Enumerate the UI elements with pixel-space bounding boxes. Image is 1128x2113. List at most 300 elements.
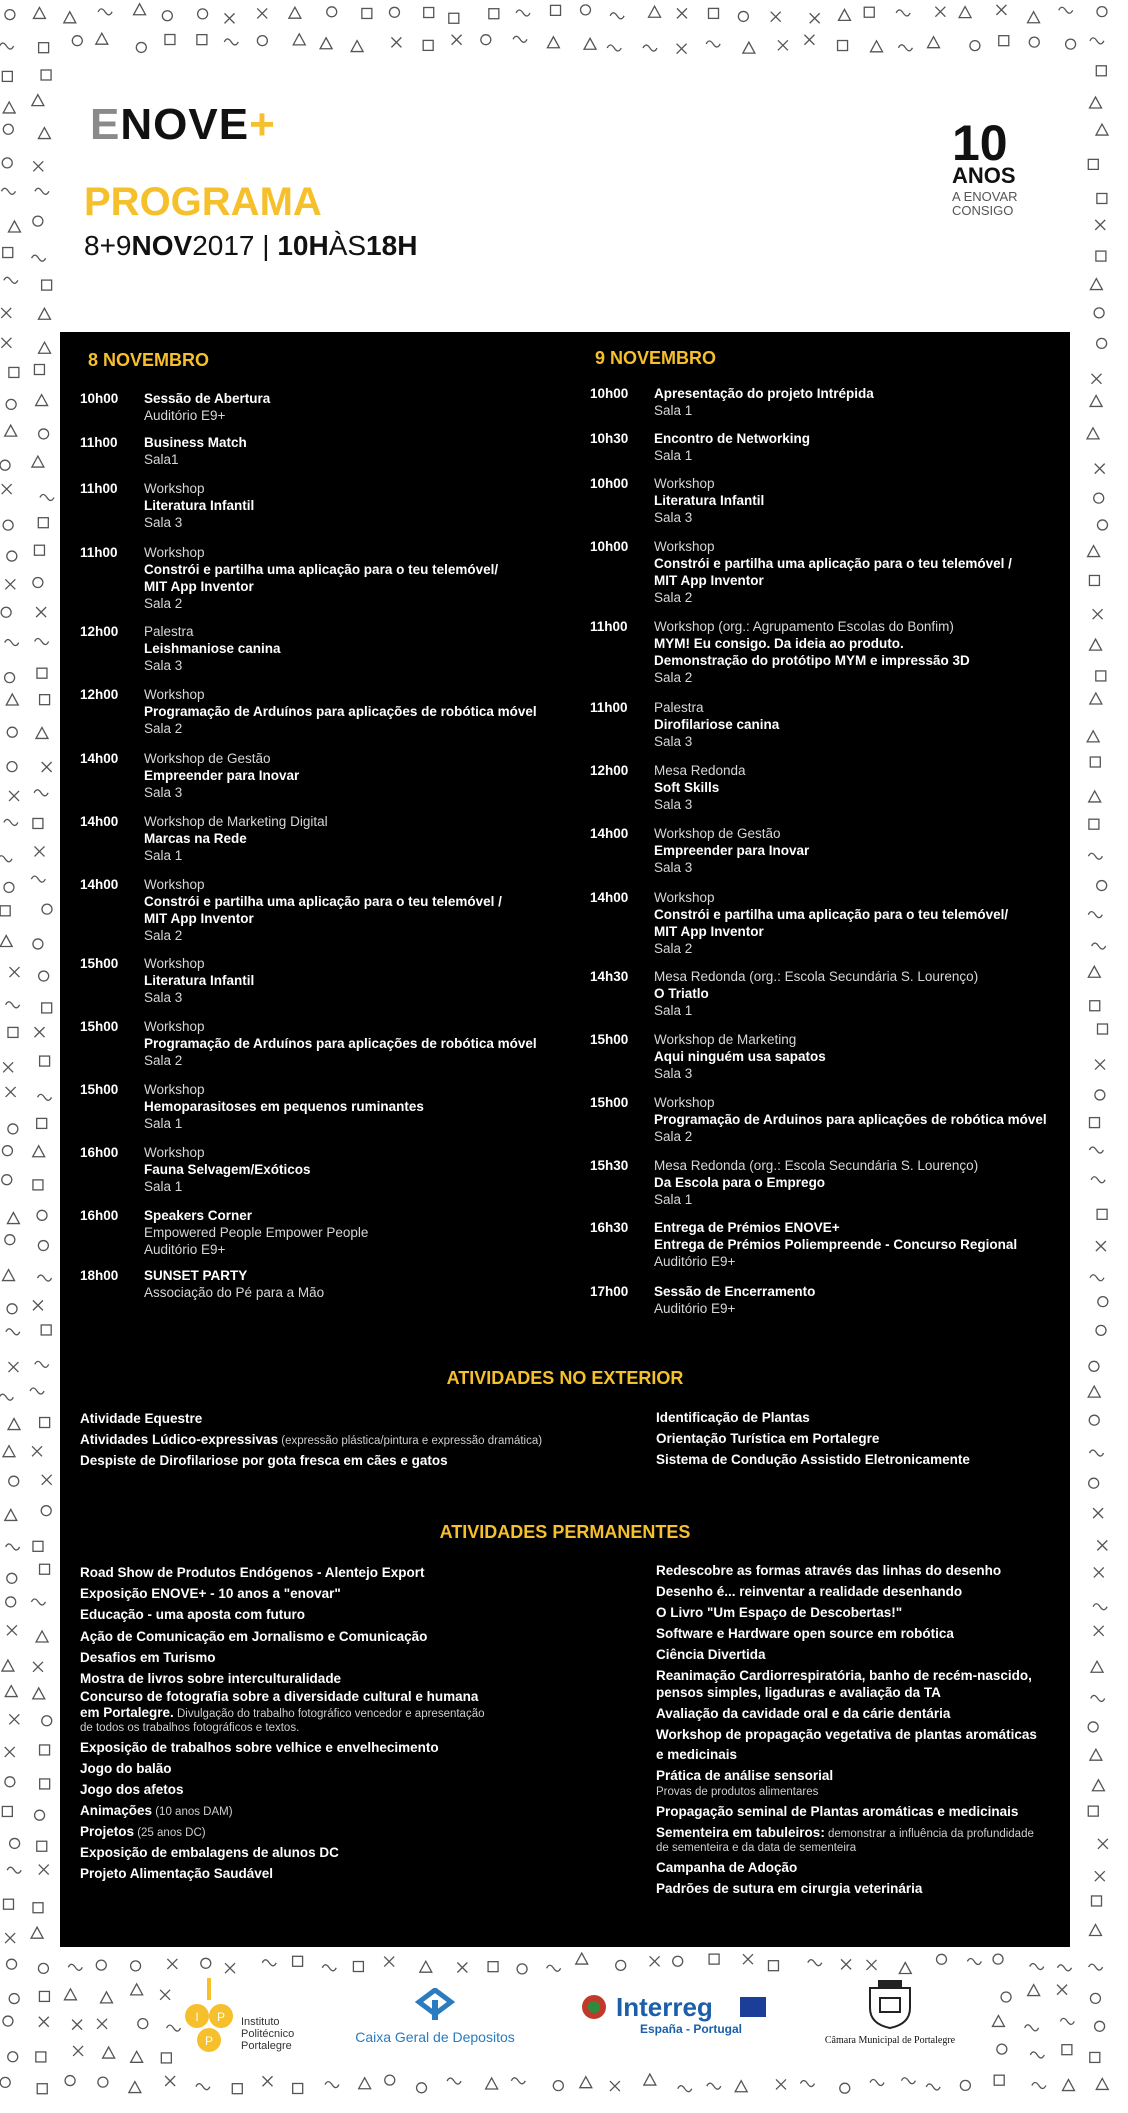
event-type: Workshop [144,545,205,560]
pattern-shape [36,607,46,617]
activity-item [656,1746,1126,1763]
event-room: Sala1 [144,452,179,467]
pattern-shape [0,2077,10,2087]
svg-text:Interreg: Interreg [616,1993,713,2022]
pattern-shape [33,1180,43,1190]
event-time: 14h00 [80,751,119,766]
pattern-shape [36,2052,46,2062]
event-body [144,813,594,864]
event-time: 14h30 [590,969,629,984]
pattern-shape [38,308,50,319]
pattern-shape [1028,1985,1040,1996]
pattern-shape [551,5,561,15]
pattern-shape [738,11,748,21]
event-time: 14h00 [80,814,119,829]
pattern-shape [31,1599,45,1605]
pattern-shape [1030,2052,1044,2058]
event-type: Workshop de Gestão [144,751,271,766]
event-type: Mesa Redonda (org.: Escola Secundária S. Lourenço) [654,1158,979,1173]
event-title: Entrega de Prémios ENOVE+ [654,1220,840,1235]
activity-item [80,1431,550,1450]
event-room: Sala 2 [654,590,693,605]
activity-item [656,1880,1126,1897]
event-title: Literatura Infantil [144,973,255,988]
event-title: Empreender para Inovar [144,768,300,783]
pattern-shape [100,1992,112,2003]
pattern-shape [1092,1896,1102,1906]
pattern-shape [8,1419,20,1430]
pattern-shape [165,2076,175,2086]
activity-note: Provas de produtos alimentares [656,1786,819,1798]
activity-text: Ação de Comunicação em Jornalismo e Comunicação [80,1629,428,1644]
pattern-shape [959,7,971,18]
activity-note: (10 anos DAM) [152,1806,233,1818]
svg-text:P: P [216,2010,226,2024]
pattern-shape [1089,1147,1103,1153]
pattern-shape [33,1903,43,1913]
program-panel [60,332,1070,1947]
event-type: Palestra [654,700,704,715]
pattern-shape [870,2080,884,2086]
event-room: Sala 3 [144,990,183,1005]
event-title: SUNSET PARTY [144,1268,248,1283]
event-room: Sala 1 [144,1179,183,1194]
event-body [654,699,1104,750]
pattern-shape [33,939,43,949]
pattern-shape [3,1270,15,1281]
pattern-shape [38,1241,48,1251]
pattern-shape [999,36,1009,46]
event-type: Workshop de Marketing [654,1032,797,1047]
pattern-shape [64,12,76,23]
pattern-shape [40,1745,50,1755]
event-room-line2: Auditório E9+ [144,1242,226,1257]
pattern-shape [1089,1924,1101,1935]
event-body [654,385,1104,419]
pattern-shape [1030,1964,1044,1970]
cgd-logo: Caixa Geral de Depositos [345,1978,525,2058]
event-room: Sala 1 [144,848,183,863]
pattern-shape [40,494,54,500]
pattern-shape [5,425,17,436]
pattern-shape [1089,1964,1103,1970]
pattern-shape [2,71,12,81]
event-time: 14h00 [590,826,629,841]
pattern-shape [1062,2045,1072,2055]
page-title: PROGRAMA [84,180,322,224]
pattern-shape [32,95,44,106]
pattern-shape [1090,2052,1100,2062]
pattern-shape [322,1965,336,1971]
activity-note: demonstrar a influência da profundidade [824,1828,1034,1840]
pattern-shape [41,1506,51,1516]
pattern-shape [1090,38,1104,44]
pattern-shape [34,545,44,555]
pattern-shape [420,1961,432,1972]
pattern-shape [37,1118,47,1128]
pattern-shape [5,640,19,646]
pattern-shape [232,2084,242,2094]
pattern-shape [417,2083,427,2093]
pattern-shape [162,11,172,21]
pattern-shape [4,277,18,283]
activity-item [80,1865,550,1882]
pattern-shape [36,1631,48,1642]
pattern-shape [225,13,235,23]
pattern-shape [362,8,372,18]
activity-item [80,1564,550,1581]
event-room: Sala 2 [654,670,693,685]
pattern-shape [926,2084,940,2090]
pattern-shape [1096,251,1106,261]
pattern-shape [706,41,720,47]
pattern-shape [935,7,945,17]
pattern-shape [34,790,48,796]
pattern-shape [201,1958,211,1968]
pattern-shape [649,6,661,17]
pattern-shape [6,1087,16,1097]
activity-item [656,1838,1126,1857]
pattern-shape [136,42,146,52]
activity-text: Projeto Alimentação Saudável [80,1866,274,1881]
event-room: Sala 3 [654,1066,693,1081]
pattern-shape [899,1963,911,1974]
pattern-shape [1090,97,1102,108]
pattern-shape [996,5,1006,15]
pattern-shape [457,1963,467,1973]
event-time: 11h00 [590,700,628,715]
pattern-shape [610,2081,620,2091]
event-time: 15h00 [80,1082,119,1097]
pattern-shape [576,1953,588,1964]
pattern-shape [3,2016,13,2026]
activity-text: Exposição de embalagens de alunos DC [80,1845,339,1860]
pattern-shape [325,2082,339,2088]
activity-text: Road Show de Produtos Endógenos - Alentejo Export [80,1565,425,1580]
pattern-shape [6,1544,20,1550]
pattern-shape [804,35,814,45]
pattern-shape [1029,37,1039,47]
pattern-shape [7,1573,17,1583]
pattern-shape [960,2080,970,2090]
event-title: Aqui ninguém usa sapatos [654,1049,826,1064]
activity-text: Animações [80,1803,153,1818]
pattern-shape [33,1300,43,1310]
ipp-mark-icon [185,1978,245,2058]
pattern-shape [224,39,238,45]
pattern-shape [2,1175,12,1185]
pattern-shape [391,37,401,47]
activity-text: Jogo dos afetos [80,1782,184,1797]
activity-item [656,1604,1126,1621]
pattern-shape [1097,193,1107,203]
activity-text: Padrões de sutura em cirurgia veterinária [656,1881,923,1896]
pattern-shape [131,1984,143,1995]
pattern-shape [743,1954,753,1964]
pattern-shape [547,37,559,48]
event-body [144,1081,594,1132]
pattern-shape [511,2078,525,2084]
event-room: Sala 2 [144,596,183,611]
pattern-shape [424,8,434,18]
event-type: Workshop (org.: Agrupamento Escolas do Bonfim) [654,619,954,634]
activity-note: de sementeira e da data de sementeira [656,1842,857,1854]
pattern-shape [3,1062,13,1072]
pattern-shape [1028,12,1040,23]
pattern-shape [1032,2083,1046,2089]
pattern-shape [928,37,940,48]
event-type: Workshop [654,1095,715,1110]
pattern-shape [293,34,305,45]
event-time: 14h00 [590,890,629,905]
event-time: 12h00 [590,763,629,778]
pattern-shape [40,1779,50,1789]
event-body [654,1157,1104,1208]
activity-text: pensos simples, ligaduras e avaliação da TA [656,1685,941,1700]
event-title: MYM! Eu consigo. Da ideia ao produto. [654,636,904,651]
event-time: 18h00 [80,1268,119,1283]
pattern-shape [1096,1325,1106,1335]
event-body [144,480,594,531]
event-room: Sala 1 [654,1192,693,1207]
event-title: Sessão de Abertura [144,391,271,406]
activity-item [656,1430,1126,1447]
event-title: Soft Skills [654,780,720,795]
pattern-shape [447,2078,461,2084]
pattern-shape [1090,1275,1104,1281]
activity-text: Propagação seminal de Plantas aromáticas e medicinais [656,1804,1019,1819]
activity-item [80,1606,550,1623]
event-type: Workshop [144,1082,205,1097]
pattern-shape [293,2083,303,2093]
activity-text: Concurso de fotografia sobre a diversidade cultural e humana [80,1689,479,1704]
pattern-shape [320,38,332,49]
pattern-shape [42,1003,52,1013]
activity-item [80,1739,550,1756]
activity-note: Divulgação do trabalho fotográfico vencedor e apresentação [173,1708,485,1720]
pattern-shape [39,342,51,353]
pattern-shape [41,70,51,80]
event-room: Empowered People Empower People [144,1225,369,1240]
pattern-shape [39,971,49,981]
activity-text: Exposição ENOVE+ - 10 anos a "enovar" [80,1586,341,1601]
event-room: Sala 3 [654,734,693,749]
pattern-shape [1095,2021,1105,2031]
pattern-shape [1001,1992,1011,2002]
activity-text: O Livro "Um Espaço de Descobertas!" [656,1605,903,1620]
pattern-shape [1088,159,1098,169]
pattern-shape [5,1686,17,1697]
activity-text: Sementeira em tabuleiros: [656,1825,825,1840]
pattern-shape [1097,1209,1107,1219]
event-body [654,762,1104,813]
event-time: 15h00 [590,1032,629,1047]
pattern-shape [42,1716,52,1726]
activity-text: Identificação de Plantas [656,1410,810,1425]
day-2-title: 9 NOVEMBRO [595,348,717,368]
pattern-shape [65,2076,75,2086]
activity-text: Campanha de Adoção [656,1860,798,1875]
activity-item [80,1688,550,1705]
activity-note: (25 anos DC) [134,1827,206,1839]
pattern-shape [2,1660,14,1671]
pattern-shape [838,9,850,20]
pattern-shape [34,365,44,375]
pattern-shape [808,1960,822,1966]
activity-text: Jogo do balão [80,1761,172,1776]
pattern-shape [37,1210,47,1220]
activity-note: de todos os trabalhos fotográficos e textos. [80,1722,300,1734]
pattern-shape [42,762,52,772]
event-dates: 8+9NOV2017 | 10HÀS18H [84,230,418,261]
pattern-shape [197,35,207,45]
activity-item [656,1803,1126,1820]
pattern-shape [384,1957,394,1967]
event-body [144,1144,594,1195]
pattern-shape [38,1275,52,1281]
event-time: 11h00 [80,481,118,496]
pattern-shape [516,10,530,16]
ten-years-badge: 10 ANOS A ENOVAR CONSIGO [952,115,1018,218]
event-time: 11h00 [80,435,118,450]
activity-text: Desenho é... reinventar a realidade desenhando [656,1584,963,1599]
pattern-shape [33,1146,45,1157]
event-body [144,1207,594,1258]
pattern-shape [167,2025,181,2031]
activity-item [80,1802,550,1821]
event-title: Marcas na Rede [144,831,247,846]
pattern-shape [650,1956,660,1966]
pattern-shape [677,8,687,18]
pattern-shape [513,36,527,42]
pattern-shape [8,1027,18,1037]
activity-text: Atividades Lúdico-expressivas [80,1432,279,1447]
pattern-shape [359,2078,371,2089]
activity-item [80,1649,550,1666]
pattern-shape [517,1964,527,1974]
activity-text: Reanimação Cardiorrespiratória, banho de recém-nascido, [656,1668,1032,1683]
pattern-shape [864,7,874,17]
event-type: Workshop [654,476,715,491]
ipp-logo: I P P Instituto Politécnico Portalegre [185,1978,335,2058]
pattern-shape [257,36,267,46]
pattern-shape [33,1541,43,1551]
event-type: Workshop [654,539,715,554]
pattern-shape [1088,1386,1100,1397]
activity-text: Projetos [80,1824,135,1839]
pattern-shape [1057,1985,1067,1995]
pattern-shape [1025,2025,1039,2031]
pattern-shape [293,1956,303,1966]
pattern-shape [131,1961,141,1971]
pattern-shape [32,1446,42,1456]
pattern-shape [5,673,15,683]
pattern-shape [644,2074,656,2085]
event-type: Palestra [144,624,194,639]
event-title: Constrói e partilha uma aplicação para o teu telemóvel / [654,556,1012,571]
event-title: Business Match [144,435,247,450]
event-body [654,968,1104,1019]
event-body [144,434,594,468]
activity-text: Software e Hardware open source em robótica [656,1626,954,1641]
pattern-shape [39,1865,49,1875]
pattern-shape [5,1235,15,1245]
event-room: Sala 2 [654,1129,693,1144]
pattern-shape [138,2019,148,2029]
pattern-shape [993,1954,1003,1964]
pattern-shape [610,13,624,19]
event-type: Workshop [144,1145,205,1160]
event-room: Auditório E9+ [654,1254,736,1269]
pattern-shape [607,45,621,51]
pattern-shape [6,399,16,409]
activity-item [80,1452,550,1469]
pattern-shape [33,818,43,828]
event-room: Associação do Pé para a Mão [144,1285,325,1300]
pattern-shape [39,1991,49,2001]
event-body [654,475,1104,526]
pattern-shape [452,35,462,45]
activity-item [80,1781,550,1798]
pattern-shape [778,40,788,50]
event-title: Leishmaniose canina [144,641,281,656]
pattern-shape [7,1213,19,1224]
pattern-shape [0,936,12,947]
pattern-shape [9,1714,19,1724]
event-title: Encontro de Networking [654,431,811,446]
pattern-shape [3,248,13,258]
pattern-shape [36,727,48,738]
event-room: Sala 3 [144,515,183,530]
event-body [144,955,594,1006]
pattern-shape [33,216,43,226]
pattern-shape [38,1963,48,1973]
pattern-shape [840,2083,850,2093]
pattern-shape [31,876,45,882]
pattern-shape [489,9,499,19]
pattern-shape [35,188,49,194]
day-1-title: 8 NOVEMBRO [88,350,210,370]
pattern-shape [8,2052,18,2062]
pattern-shape [7,1304,17,1314]
pattern-shape [129,2082,141,2093]
event-time: 16h00 [80,1145,119,1160]
pattern-shape [8,1124,18,1134]
event-time: 14h00 [80,877,119,892]
activity-text: Prática de análise sensorial [656,1768,834,1783]
pattern-shape [486,2078,498,2089]
activity-item [656,1726,1126,1743]
pattern-shape [1090,279,1102,290]
pattern-shape [2,484,12,494]
pattern-shape [8,1362,18,1372]
pattern-shape [167,1959,177,1969]
header-card [60,60,1070,330]
pattern-shape [160,1990,170,2000]
event-room: Sala 3 [144,785,183,800]
pattern-shape [225,1963,235,1973]
pattern-shape [1089,1478,1099,1488]
pattern-shape [39,43,49,53]
pattern-shape [2,158,12,168]
event-body [144,623,594,674]
pattern-shape [810,13,820,23]
pattern-shape [997,2044,1007,2054]
activity-item [656,1684,1126,1701]
activity-text: Despiste de Dirofilariose por gota fresca em cães e gatos [80,1453,448,1468]
interreg-logo [580,1978,770,2058]
pattern-shape [2,1146,12,1156]
